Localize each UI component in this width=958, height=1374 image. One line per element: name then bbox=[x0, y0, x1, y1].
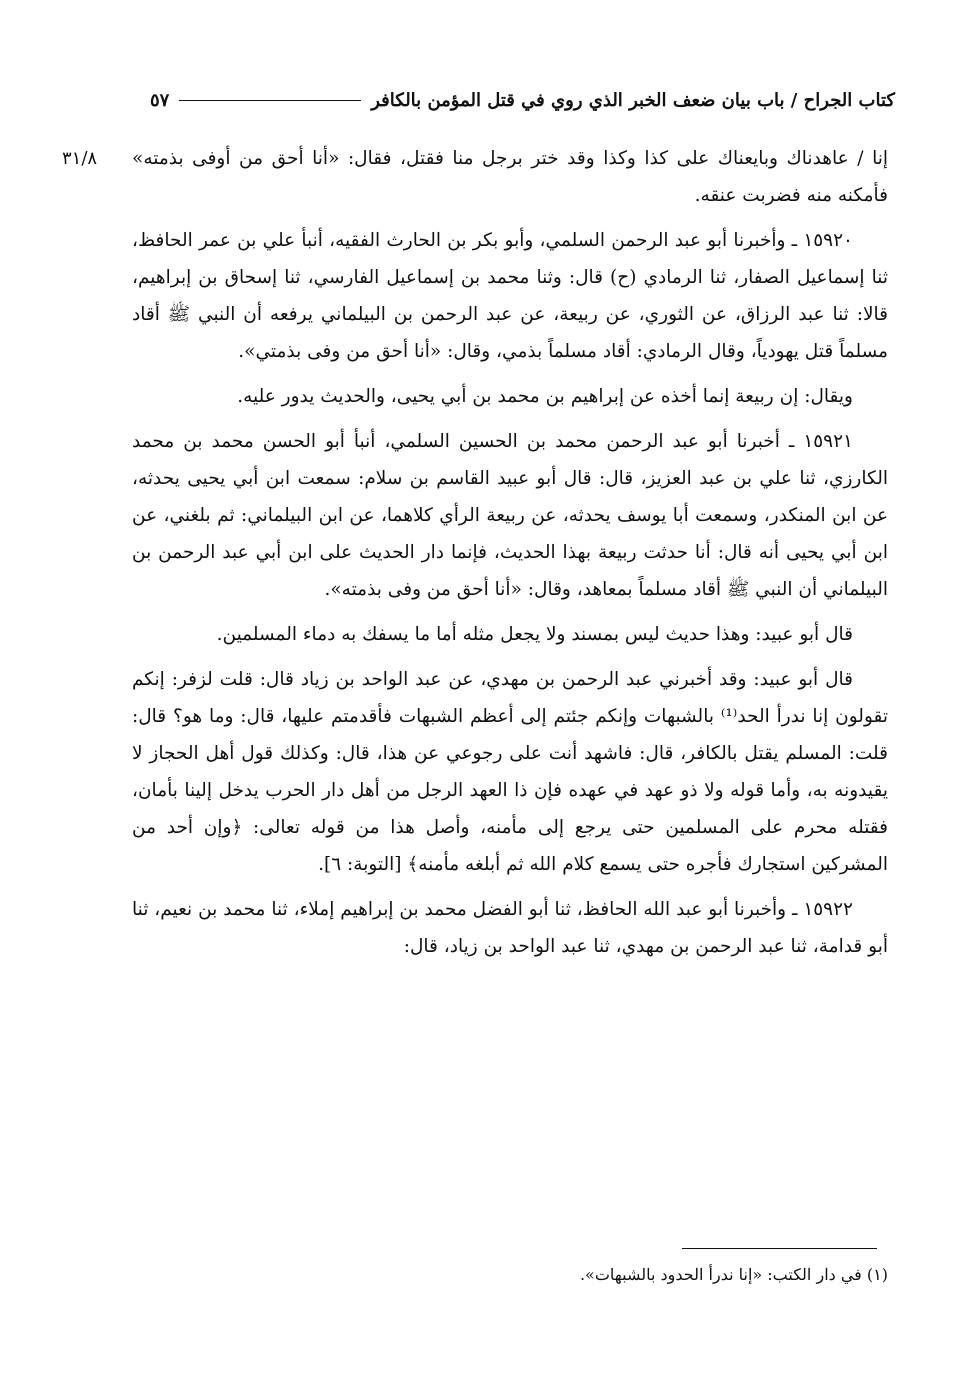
header-rule bbox=[179, 100, 361, 101]
footnote-divider bbox=[682, 1248, 877, 1249]
footnote: (١) في دار الكتب: «إنا ندرأ الحدود بالشبهات». bbox=[579, 1265, 888, 1284]
page-number: ٥٧ bbox=[150, 89, 170, 111]
paragraph: ١٥٩٢١ ـ أخبرنا أبو عبد الرحمن محمد بن الحسين السلمي، أنبأ أبو الحسن محمد بن محمد الكارزي، ثنا علي بن عبد العزيز، قال: قال أبو عبيد القاسم بن سلام: سمعت ابن أبي يحيى يحدثه، عن ابن المنكدر، وسمعت أبا يوسف يحدثه، عن ربيعة الرأي كلاهما، عن ابن البيلماني: ثم بلغني، عن ابن أبي يحيى أنه قال: أنا حدثت ربيعة بهذا الحديث، فإنما دار الحديث على ابن أبي عبد الرحمن بن البيلماني أن النبي ﷺ أقاد مسلماً بمعاهد، وقال: «أنا أحق من وفى بذمته». bbox=[132, 431, 888, 600]
paragraph: قال أبو عبيد: وهذا حديث ليس بمسند ولا يجعل مثله أما ما يسفك به دماء المسلمين. bbox=[216, 624, 853, 645]
paragraph: إنا / عاهدناك وبايعناك على كذا وكذا وقد ختر برجل منا فقتل، فقال: «أنا أحق من أوفى بذمته» فأمكنه منه فضربت عنقه. bbox=[132, 148, 888, 206]
running-header bbox=[150, 82, 895, 118]
margin-reference: ٣١/٨ bbox=[62, 148, 98, 169]
paragraph: ١٥٩٢٢ ـ وأخبرنا أبو عبد الله الحافظ، ثنا أبو الفضل محمد بن إبراهيم إملاء، ثنا محمد بن نعيم، ثنا أبو قدامة، ثنا عبد الرحمن بن مهدي، ثنا عبد الواحد بن زياد، قال: bbox=[132, 899, 888, 957]
paragraph: ويقال: إن ربيعة إنما أخذه عن إبراهيم بن محمد بن أبي يحيى، والحديث يدور عليه. bbox=[237, 386, 853, 407]
header-title: كتاب الجراح / باب بيان ضعف الخبر الذي روي في قتل المؤمن بالكافر bbox=[371, 89, 895, 111]
paragraph: ١٥٩٢٠ ـ وأخبرنا أبو عبد الرحمن السلمي، وأبو بكر بن الحارث الفقيه، أنبأ علي بن عمر الحافظ، ثنا إسماعيل الصفار، ثنا الرمادي (ح) قال: وثنا محمد بن إسماعيل الفارسي، ثنا إسحاق بن إبراهيم، قالا: ثنا عبد الرزاق، عن الثوري، عن ربيعة، عن عبد الرحمن بن البيلماني يرفعه أن النبي ﷺ أقاد مسلماً قتل يهودياً، وقال الرمادي: أقاد مسلماً بذمي، وقال: «أنا أحق من وفى بذمتي». bbox=[132, 230, 888, 362]
paragraph: قال أبو عبيد: وقد أخبرني عبد الرحمن بن مهدي، عن عبد الواحد بن زياد قال: قلت لزفر: إنكم تقولون إنا ندرأ الحد⁽¹⁾ بالشبهات وإنكم جئتم إلى أعظم الشبهات فأقدمتم عليها، قال: وما هو؟ قال: قلت: المسلم يقتل بالكافر، قال: فاشهد أنت على رجوعي عن هذا، قال: وكذلك قول أهل الحجاز لا يقيدونه به، وأما قوله ولا ذو عهد في عهده فإن ذا العهد الرجل من أهل دار الحرب يدخل إلينا بأمان، فقتله محرم على المسلمين حتى يرجع إلى مأمنه، وأصل هذا من قوله تعالى: ﴿وإن أحد من المشركين استجارك فأجره حتى يسمع كلام الله ثم أبلغه مأمنه﴾ [التوبة: ٦]. bbox=[132, 669, 889, 875]
main-text bbox=[132, 140, 888, 973]
